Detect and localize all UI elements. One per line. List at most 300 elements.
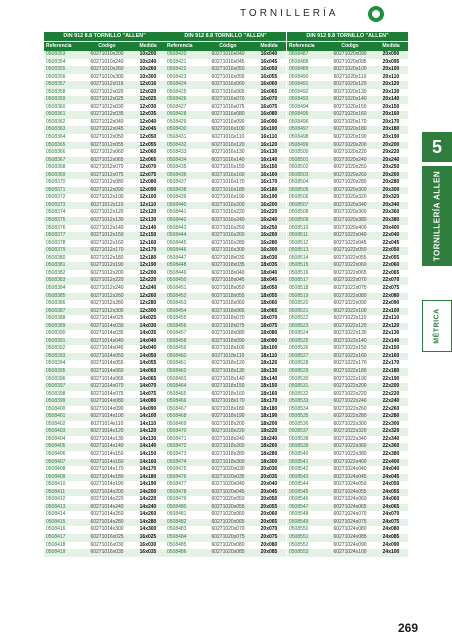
table-cell-referencia: 0508381 bbox=[46, 262, 66, 269]
table-row bbox=[44, 293, 165, 301]
table-cell-referencia: 0508463 bbox=[167, 375, 187, 382]
table-cell-medida: 12x030 bbox=[139, 103, 157, 110]
table-row bbox=[165, 104, 286, 112]
table-row bbox=[44, 549, 165, 557]
table-cell-medida: 14x100 bbox=[139, 413, 157, 420]
table-row bbox=[287, 119, 408, 127]
table-row bbox=[165, 277, 286, 285]
table-cell-codigo: 60271012x260 bbox=[90, 292, 124, 299]
table-row bbox=[287, 360, 408, 368]
table-cell-codigo: 60271012x030 bbox=[90, 103, 124, 110]
table-cell-medida: 12x080 bbox=[139, 179, 157, 186]
table-cell-referencia: 0508384 bbox=[46, 284, 66, 291]
table-cell-codigo: 60271016x250 bbox=[211, 224, 245, 231]
table-cell-medida: 12x140 bbox=[139, 224, 157, 231]
table-row bbox=[44, 142, 165, 150]
table-cell-medida: 20x200 bbox=[382, 141, 400, 148]
table-cell-referencia: 0508431 bbox=[167, 134, 187, 141]
table-cell-referencia: 0508484 bbox=[167, 534, 187, 540]
table-cell-codigo: 60271022x180 bbox=[333, 367, 367, 374]
table-cell-codigo: 60271016x055 bbox=[211, 73, 245, 80]
table-cell-codigo: 60271020x065 bbox=[211, 518, 245, 525]
table-row bbox=[287, 240, 408, 248]
table-cell-codigo: 60271016x100 bbox=[211, 126, 245, 133]
table-cell-medida: 16x090 bbox=[260, 118, 278, 125]
table-cell-codigo: 60271016x170 bbox=[211, 179, 245, 186]
table-cell-codigo: 60271014x080 bbox=[90, 398, 124, 405]
table-row bbox=[165, 66, 286, 74]
table-cell-medida: 12x016 bbox=[139, 81, 157, 88]
subsection-tab-metrica[interactable] bbox=[422, 300, 452, 352]
table-cell-referencia: 0508489 bbox=[289, 66, 309, 73]
table-cell-medida: 20x190 bbox=[382, 134, 400, 141]
table-cell-referencia: 0508499 bbox=[289, 141, 309, 148]
table-cell-codigo: 60271016x075 bbox=[211, 103, 245, 110]
table-cell-medida: 18x080 bbox=[260, 330, 278, 337]
table-row bbox=[287, 202, 408, 210]
table-cell-referencia: 0508529 bbox=[289, 367, 309, 374]
table-cell-codigo: 60271018x070 bbox=[211, 315, 245, 322]
table-cell-codigo: 60271016x110 bbox=[211, 134, 245, 141]
table-row bbox=[44, 126, 165, 134]
table-cell-medida: 16x280 bbox=[260, 239, 278, 246]
table-row bbox=[165, 459, 286, 467]
table-cell-medida: 12x240 bbox=[139, 284, 157, 291]
table-row bbox=[44, 345, 165, 353]
table-row bbox=[44, 391, 165, 399]
table-cell-medida: 24x100 bbox=[382, 549, 400, 556]
table-row bbox=[287, 255, 408, 263]
table-cell-codigo: 60271016x240 bbox=[211, 217, 245, 224]
table-row bbox=[44, 330, 165, 338]
table-row bbox=[165, 293, 286, 301]
table-cell-medida: 16x180 bbox=[260, 186, 278, 193]
table-cell-medida: 22x300 bbox=[382, 420, 400, 427]
table-cell-referencia: 0508500 bbox=[289, 149, 309, 156]
table-cell-referencia: 0508419 bbox=[46, 549, 66, 556]
table-cell-medida: 14x300 bbox=[139, 526, 157, 533]
table-cell-codigo: 60271018x150 bbox=[211, 383, 245, 390]
table-cell-codigo: 60271012x110 bbox=[90, 201, 124, 208]
table-row bbox=[287, 209, 408, 217]
table-cell-codigo: 60271014x090 bbox=[90, 405, 124, 412]
table-cell-referencia: 0508401 bbox=[46, 413, 66, 420]
table-row bbox=[165, 270, 286, 278]
table-cell-medida: 16x160 bbox=[260, 171, 278, 178]
table-row bbox=[287, 368, 408, 376]
table-cell-codigo: 60271012x130 bbox=[90, 217, 124, 224]
table-cell-codigo: 60271018x110 bbox=[211, 352, 245, 359]
table-cell-referencia: 0508448 bbox=[167, 262, 187, 269]
table-row bbox=[287, 66, 408, 74]
table-cell-codigo: 60271014x200 bbox=[90, 488, 124, 495]
table-cell-referencia: 0508379 bbox=[46, 247, 66, 254]
table-cell-referencia: 0508403 bbox=[46, 428, 66, 435]
table-cell-referencia: 0508502 bbox=[289, 164, 309, 171]
table-cell-referencia: 0508414 bbox=[46, 511, 66, 518]
table-cell-medida: 20x300 bbox=[382, 186, 400, 193]
table-cell-referencia: 0508382 bbox=[46, 269, 66, 276]
table-row bbox=[165, 179, 286, 187]
table-row bbox=[287, 489, 408, 497]
table-row bbox=[287, 474, 408, 482]
table-cell-medida: 12x200 bbox=[139, 269, 157, 276]
table-cell-medida: 24x070 bbox=[382, 511, 400, 518]
table-cell-medida: 20x260 bbox=[382, 171, 400, 178]
table-row bbox=[165, 481, 286, 489]
table-cell-medida: 20x220 bbox=[382, 149, 400, 156]
table-cell-referencia: 0508396 bbox=[46, 375, 66, 382]
table-cell-referencia: 0508436 bbox=[167, 171, 187, 178]
table-cell-referencia: 0508434 bbox=[167, 156, 187, 163]
table-cell-codigo: 60271012x060 bbox=[90, 149, 124, 156]
table-cell-codigo: 60271024x090 bbox=[333, 541, 367, 548]
table-cell-medida: 18x280 bbox=[260, 450, 278, 457]
table-cell-medida: 18x045 bbox=[260, 277, 278, 284]
table-row bbox=[287, 534, 408, 542]
table-cell-referencia: 0508538 bbox=[289, 435, 309, 442]
table-cell-medida: 16x120 bbox=[260, 141, 278, 148]
table-cell-codigo: 60271018x220 bbox=[211, 428, 245, 435]
table-row bbox=[165, 428, 286, 436]
table-cell-codigo: 60271024x075 bbox=[333, 518, 367, 525]
table-cell-codigo: 60271014x045 bbox=[90, 345, 124, 352]
table-cell-referencia: 0508462 bbox=[167, 367, 187, 374]
table-cell-referencia: 0508526 bbox=[289, 345, 309, 352]
table-row bbox=[165, 376, 286, 384]
table-cell-referencia: 0508367 bbox=[46, 156, 66, 163]
table-cell-codigo: 60271016x030 bbox=[90, 541, 124, 548]
table-cell-codigo: 60271020x160 bbox=[333, 111, 367, 118]
table-cell-medida: 20x080 bbox=[260, 541, 278, 548]
table-cell-medida: 22x065 bbox=[382, 269, 400, 276]
table-cell-medida: 12x065 bbox=[139, 156, 157, 163]
table-cell-codigo: 60271014x170 bbox=[90, 466, 124, 473]
table-cell-medida: 14x110 bbox=[139, 420, 157, 427]
table-row bbox=[287, 451, 408, 459]
table-cell-referencia: 0508495 bbox=[289, 111, 309, 118]
table-cell-medida: 18x040 bbox=[260, 269, 278, 276]
table-cell-codigo: 60271014x180 bbox=[90, 473, 124, 480]
table-column-headers bbox=[44, 41, 165, 51]
table-cell-codigo: 60271018x060 bbox=[211, 300, 245, 307]
table-cell-referencia: 0508473 bbox=[167, 450, 187, 457]
table-cell-codigo: 60271012x080 bbox=[90, 179, 124, 186]
table-cell-referencia: 0508360 bbox=[46, 103, 66, 110]
table-row bbox=[287, 383, 408, 391]
table-cell-codigo: 60271020x090 bbox=[333, 51, 367, 57]
table-cell-codigo: 60271014x025 bbox=[90, 315, 124, 322]
table-row bbox=[165, 421, 286, 429]
product-table-2 bbox=[165, 32, 286, 557]
table-cell-medida: 12x110 bbox=[139, 201, 157, 208]
table-cell-codigo: 60271018x050 bbox=[211, 284, 245, 291]
table-row bbox=[287, 247, 408, 255]
table-cell-referencia: 0508371 bbox=[46, 186, 66, 193]
table-cell-referencia: 0508544 bbox=[289, 481, 309, 488]
table-row bbox=[287, 481, 408, 489]
table-row bbox=[165, 542, 286, 550]
table-cell-codigo: 60271020x170 bbox=[333, 118, 367, 125]
table-cell-medida: 22x180 bbox=[382, 367, 400, 374]
table-cell-medida: 20x170 bbox=[382, 118, 400, 125]
table-cell-referencia: 0508357 bbox=[46, 81, 66, 88]
table-row bbox=[44, 66, 165, 74]
table-cell-referencia: 0508523 bbox=[289, 322, 309, 329]
table-cell-codigo: 60271020x200 bbox=[333, 141, 367, 148]
table-row bbox=[165, 149, 286, 157]
table-cell-referencia: 0508512 bbox=[289, 239, 309, 246]
table-cell-codigo: 60271018x160 bbox=[211, 390, 245, 397]
table-row bbox=[287, 496, 408, 504]
table-cell-referencia: 0508433 bbox=[167, 149, 187, 156]
table-cell-codigo: 60271012x200 bbox=[90, 269, 124, 276]
table-cell-medida: 18x100 bbox=[260, 345, 278, 352]
table-cell-codigo: 60271014x130 bbox=[90, 435, 124, 442]
table-cell-referencia: 0508455 bbox=[167, 315, 187, 322]
table-cell-medida: 16x080 bbox=[260, 111, 278, 118]
table-cell-medida: 16x220 bbox=[260, 209, 278, 216]
table-cell-medida: 20x070 bbox=[260, 526, 278, 533]
table-cell-codigo: 60271022x280 bbox=[333, 413, 367, 420]
table-cell-medida: 22x050 bbox=[382, 247, 400, 254]
table-cell-referencia: 0508522 bbox=[289, 315, 309, 322]
table-cell-referencia: 0508402 bbox=[46, 420, 66, 427]
table-cell-medida: 14x080 bbox=[139, 398, 157, 405]
table-cell-codigo: 60271022x070 bbox=[333, 277, 367, 284]
table-cell-medida: 16x250 bbox=[260, 224, 278, 231]
table-cell-referencia: 0508474 bbox=[167, 458, 187, 465]
table-cell-codigo: 60271014x110 bbox=[90, 420, 124, 427]
table-row bbox=[44, 240, 165, 248]
table-cell-codigo: 60271024x060 bbox=[333, 496, 367, 503]
table-cell-codigo: 60271022x055 bbox=[333, 254, 367, 261]
table-cell-medida: 20x140 bbox=[382, 96, 400, 103]
table-cell-codigo: 60271018x140 bbox=[211, 375, 245, 382]
table-cell-medida: 20x050 bbox=[260, 496, 278, 503]
table-row bbox=[287, 376, 408, 384]
table-cell-codigo: 60271018x180 bbox=[211, 405, 245, 412]
table-cell-referencia: 0508407 bbox=[46, 458, 66, 465]
table-cell-medida: 22x075 bbox=[382, 284, 400, 291]
table-row bbox=[44, 474, 165, 482]
table-cell-referencia: 0508477 bbox=[167, 481, 187, 488]
table-cell-medida: 22x080 bbox=[382, 292, 400, 299]
table-cell-medida: 18x200 bbox=[260, 420, 278, 427]
table-cell-referencia: 0508510 bbox=[289, 224, 309, 231]
table-cell-codigo: 60271020x060 bbox=[211, 511, 245, 518]
table-cell-codigo: 60271012x075 bbox=[90, 171, 124, 178]
table-cell-codigo: 60271022x090 bbox=[333, 300, 367, 307]
table-cell-referencia: 0508537 bbox=[289, 428, 309, 435]
table-cell-codigo: 60271020x110 bbox=[333, 73, 367, 80]
table-cell-referencia: 0508508 bbox=[289, 209, 309, 216]
table-cell-referencia: 0508468 bbox=[167, 413, 187, 420]
table-cell-medida: 22x120 bbox=[382, 322, 400, 329]
table-cell-referencia: 0508386 bbox=[46, 300, 66, 307]
table-row bbox=[287, 466, 408, 474]
table-cell-medida: 12x220 bbox=[139, 277, 157, 284]
table-row bbox=[287, 270, 408, 278]
table-title: DIN 912 8.8 TORNILLO "ALLEN" bbox=[165, 32, 286, 41]
table-row bbox=[287, 194, 408, 202]
section-tab-tornilleria-allen[interactable] bbox=[422, 166, 452, 266]
table-cell-codigo: 60271014x300 bbox=[90, 526, 124, 533]
table-cell-codigo: 60271024x040 bbox=[333, 466, 367, 473]
table-row bbox=[165, 496, 286, 504]
table-cell-codigo: 60271018x300 bbox=[211, 458, 245, 465]
table-cell-medida: 16x025 bbox=[139, 534, 157, 540]
table-row bbox=[287, 293, 408, 301]
table-cell-medida: 16x075 bbox=[260, 103, 278, 110]
table-cell-medida: 14x025 bbox=[139, 315, 157, 322]
table-cell-medida: 16x100 bbox=[260, 126, 278, 133]
table-cell-codigo: 60271018x040 bbox=[211, 269, 245, 276]
table-cell-medida: 18x220 bbox=[260, 428, 278, 435]
table-cell-codigo: 60271012x150 bbox=[90, 232, 124, 239]
section-tab-label: TORNILLERÍA ALLEN bbox=[432, 170, 442, 262]
table-cell-referencia: 0508422 bbox=[167, 66, 187, 73]
table-row bbox=[44, 270, 165, 278]
table-cell-codigo: 60271016x080 bbox=[211, 111, 245, 118]
table-cell-codigo: 60271022x400 bbox=[333, 458, 367, 465]
table-row bbox=[287, 157, 408, 165]
table-cell-codigo: 60271016x140 bbox=[211, 156, 245, 163]
table-cell-codigo: 60271012x190 bbox=[90, 262, 124, 269]
table-cell-referencia: 0508478 bbox=[167, 488, 187, 495]
table-cell-medida: 12x150 bbox=[139, 232, 157, 239]
table-cell-medida: 20x130 bbox=[382, 88, 400, 95]
table-cell-codigo: 60271022x045 bbox=[333, 239, 367, 246]
table-cell-referencia: 0508465 bbox=[167, 390, 187, 397]
table-cell-referencia: 0508530 bbox=[289, 375, 309, 382]
page-number: 269 bbox=[398, 621, 419, 635]
table-cell-referencia: 0508410 bbox=[46, 481, 66, 488]
table-cell-referencia: 0508509 bbox=[289, 217, 309, 224]
table-row bbox=[44, 436, 165, 444]
table-cell-medida: 14x160 bbox=[139, 458, 157, 465]
table-cell-referencia: 0508470 bbox=[167, 428, 187, 435]
table-cell-codigo: 60271012x100 bbox=[90, 194, 124, 201]
table-cell-referencia: 0508535 bbox=[289, 413, 309, 420]
table-cell-medida: 20x380 bbox=[382, 217, 400, 224]
table-cell-codigo: 60271014x120 bbox=[90, 428, 124, 435]
table-cell-referencia: 0508380 bbox=[46, 254, 66, 261]
table-cell-referencia: 0508546 bbox=[289, 496, 309, 503]
table-cell-medida: 18x120 bbox=[260, 360, 278, 367]
table-row bbox=[287, 345, 408, 353]
table-row bbox=[165, 142, 286, 150]
table-cell-codigo: 60271016x220 bbox=[211, 209, 245, 216]
table-row bbox=[287, 549, 408, 557]
table-cell-medida: 20x360 bbox=[382, 209, 400, 216]
table-row bbox=[287, 262, 408, 270]
table-body bbox=[287, 51, 408, 557]
table-cell-codigo: 60271020x300 bbox=[333, 186, 367, 193]
table-cell-codigo: 60271016x200 bbox=[211, 201, 245, 208]
table-cell-referencia: 0508393 bbox=[46, 352, 66, 359]
table-row bbox=[44, 51, 165, 59]
table-cell-medida: 14x075 bbox=[139, 390, 157, 397]
table-cell-medida: 18x240 bbox=[260, 435, 278, 442]
table-cell-medida: 12x035 bbox=[139, 111, 157, 118]
table-cell-referencia: 0508482 bbox=[167, 518, 187, 525]
column-header-medida: Medida bbox=[260, 43, 278, 49]
subsection-tab-label: MÉTRICA bbox=[433, 308, 441, 344]
table-cell-referencia: 0508432 bbox=[167, 141, 187, 148]
table-row bbox=[165, 526, 286, 534]
table-cell-medida: 22x110 bbox=[382, 315, 400, 322]
table-cell-referencia: 0508418 bbox=[46, 541, 66, 548]
table-cell-codigo: 60271012x240 bbox=[90, 284, 124, 291]
table-cell-referencia: 0508521 bbox=[289, 307, 309, 314]
table-cell-codigo: 60271018x280 bbox=[211, 450, 245, 457]
table-row bbox=[44, 413, 165, 421]
chapter-number-tab[interactable]: 5 bbox=[422, 132, 452, 162]
table-cell-medida: 16x055 bbox=[260, 73, 278, 80]
table-row bbox=[287, 511, 408, 519]
table-cell-referencia: 0508460 bbox=[167, 352, 187, 359]
table-cell-medida: 12x040 bbox=[139, 118, 157, 125]
table-cell-referencia: 0508548 bbox=[289, 511, 309, 518]
table-cell-codigo: 60271020x075 bbox=[211, 534, 245, 540]
table-row bbox=[287, 81, 408, 89]
table-cell-medida: 12x070 bbox=[139, 164, 157, 171]
table-cell-codigo: 60271020x035 bbox=[211, 473, 245, 480]
table-cell-referencia: 0508504 bbox=[289, 179, 309, 186]
table-cell-codigo: 60271022x380 bbox=[333, 450, 367, 457]
table-row bbox=[44, 111, 165, 119]
table-cell-medida: 18x140 bbox=[260, 375, 278, 382]
table-cell-codigo: 60271022x300 bbox=[333, 420, 367, 427]
table-cell-codigo: 60271016x045 bbox=[211, 58, 245, 65]
table-cell-referencia: 0508540 bbox=[289, 450, 309, 457]
table-cell-medida: 18x190 bbox=[260, 413, 278, 420]
column-header-medida: Medida bbox=[139, 43, 157, 49]
table-cell-referencia: 0508479 bbox=[167, 496, 187, 503]
table-cell-codigo: 60271022x130 bbox=[333, 330, 367, 337]
table-row bbox=[44, 466, 165, 474]
table-cell-referencia: 0508391 bbox=[46, 337, 66, 344]
table-cell-referencia: 0508532 bbox=[289, 390, 309, 397]
table-cell-codigo: 60271014x035 bbox=[90, 330, 124, 337]
table-cell-medida: 24x090 bbox=[382, 541, 400, 548]
table-cell-referencia: 0508531 bbox=[289, 383, 309, 390]
table-cell-referencia: 0508397 bbox=[46, 383, 66, 390]
table-cell-medida: 16x030 bbox=[139, 541, 157, 548]
table-body bbox=[165, 51, 286, 557]
table-cell-medida: 20x250 bbox=[382, 164, 400, 171]
table-cell-referencia: 0508406 bbox=[46, 450, 66, 457]
table-row bbox=[44, 232, 165, 240]
table-cell-medida: 12x160 bbox=[139, 239, 157, 246]
table-column-headers bbox=[165, 41, 286, 51]
table-cell-medida: 22x100 bbox=[382, 307, 400, 314]
table-cell-medida: 18x070 bbox=[260, 315, 278, 322]
table-cell-codigo: 60271016x120 bbox=[211, 141, 245, 148]
table-cell-referencia: 0508411 bbox=[46, 488, 66, 495]
table-row bbox=[44, 74, 165, 82]
table-row bbox=[165, 232, 286, 240]
table-cell-codigo: 60271020x250 bbox=[333, 164, 367, 171]
table-cell-codigo: 60271016x160 bbox=[211, 171, 245, 178]
table-cell-medida: 12x260 bbox=[139, 292, 157, 299]
table-cell-referencia: 0508505 bbox=[289, 186, 309, 193]
table-row bbox=[165, 383, 286, 391]
table-row bbox=[165, 74, 286, 82]
table-cell-codigo: 60271014x070 bbox=[90, 383, 124, 390]
column-header-codigo: Código bbox=[98, 43, 116, 49]
